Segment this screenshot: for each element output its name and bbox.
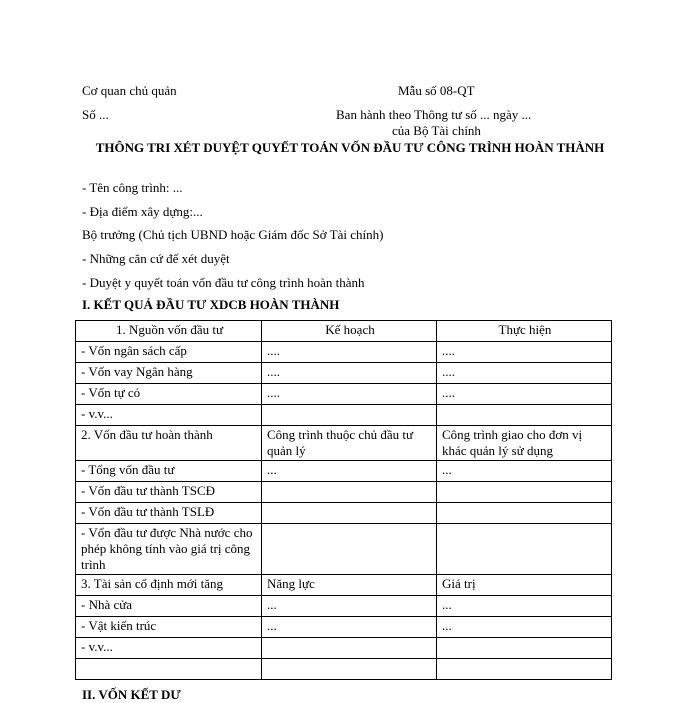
table-row [76, 405, 612, 426]
table-cell: - v.v... [76, 638, 262, 659]
table-cell: 3. Tài sản cố định mới tăng [76, 575, 262, 596]
table-row [76, 659, 612, 680]
table-cell: ... [262, 461, 437, 482]
issued-by-line1: Ban hành theo Thông tư số ... ngày ... [336, 107, 532, 122]
table-cell: - v.v... [76, 405, 262, 426]
table-row [76, 363, 612, 384]
table-cell [262, 482, 437, 503]
table-cell [437, 659, 612, 680]
table-cell: Giá trị [437, 575, 612, 596]
table-cell: .... [262, 363, 437, 384]
table-cell: 2. Vốn đầu tư hoàn thành [76, 426, 262, 461]
table-cell: Công trình thuộc chủ đầu tư quản lý [262, 426, 437, 461]
table-cell: ... [437, 617, 612, 638]
form-number: Mẫu số 08-QT [398, 83, 475, 98]
table-row [76, 524, 612, 575]
location-line: - Địa điểm xây dựng:... [82, 204, 203, 219]
table-cell: - Nhà cửa [76, 596, 262, 617]
approve-line: - Duyệt y quyết toán vốn đầu tư công trình hoàn thành [82, 275, 365, 290]
table-cell: - Vốn đầu tư thành TSCĐ [76, 482, 262, 503]
agency-label: Cơ quan chủ quản [82, 83, 177, 98]
table-header-row [76, 321, 612, 342]
table-cell [262, 638, 437, 659]
table-row [76, 638, 612, 659]
table-cell [262, 503, 437, 524]
table-row [76, 596, 612, 617]
section-1-heading: I. KẾT QUẢ ĐẦU TƯ XDCB HOÀN THÀNH [82, 297, 340, 312]
document-title: THÔNG TRI XÉT DUYỆT QUYẾT TOÁN VỐN ĐẦU TƯ CÔNG TRÌNH HOÀN THÀNH [95, 140, 605, 155]
table-cell: Năng lực [262, 575, 437, 596]
table-cell: ... [437, 461, 612, 482]
investment-results-table [75, 320, 612, 680]
table-cell: - Vốn tự có [76, 384, 262, 405]
table-cell [262, 405, 437, 426]
section-2-heading: II. VỐN KẾT DƯ [82, 687, 181, 702]
minister-line: Bộ trưởng (Chủ tịch UBND hoặc Giám đốc Sở Tài chính) [82, 227, 384, 242]
header-funding-source: 1. Nguồn vốn đầu tư [76, 321, 262, 342]
table-cell: Công trình giao cho đơn vị khác quản lý sử dụng [437, 426, 612, 461]
table-cell [437, 638, 612, 659]
table-cell: .... [262, 384, 437, 405]
table-cell [262, 659, 437, 680]
table-row [76, 384, 612, 405]
table-cell: ... [262, 617, 437, 638]
table-cell: .... [437, 384, 612, 405]
table-cell: - Vốn đầu tư thành TSLĐ [76, 503, 262, 524]
table-cell [437, 405, 612, 426]
table-row [76, 342, 612, 363]
table-cell: - Vốn đầu tư được Nhà nước cho phép không tính vào giá trị công trình [76, 524, 262, 575]
table-cell: ... [437, 596, 612, 617]
table-cell: - Vốn vay Ngân hàng [76, 363, 262, 384]
table-cell: .... [437, 342, 612, 363]
table-row [76, 575, 612, 596]
project-name-line: - Tên công trình: ... [82, 180, 183, 195]
table-row [76, 482, 612, 503]
table-cell [76, 659, 262, 680]
table-cell: .... [262, 342, 437, 363]
table-cell [437, 503, 612, 524]
table-cell: - Vật kiến trúc [76, 617, 262, 638]
table-cell [262, 524, 437, 575]
table-cell: ... [262, 596, 437, 617]
table-cell: - Tổng vốn đầu tư [76, 461, 262, 482]
table-cell: .... [437, 363, 612, 384]
document-number: Số ... [82, 107, 109, 122]
basis-line: - Những căn cứ để xét duyệt [82, 251, 230, 266]
header-plan: Kế hoạch [262, 321, 437, 342]
table-cell: - Vốn ngân sách cấp [76, 342, 262, 363]
table-row [76, 503, 612, 524]
table-row [76, 426, 612, 461]
header-actual: Thực hiện [437, 321, 612, 342]
table-row [76, 617, 612, 638]
issued-by-line2: của Bộ Tài chính [392, 123, 481, 138]
table-cell [437, 524, 612, 575]
table-row [76, 461, 612, 482]
table-cell [437, 482, 612, 503]
